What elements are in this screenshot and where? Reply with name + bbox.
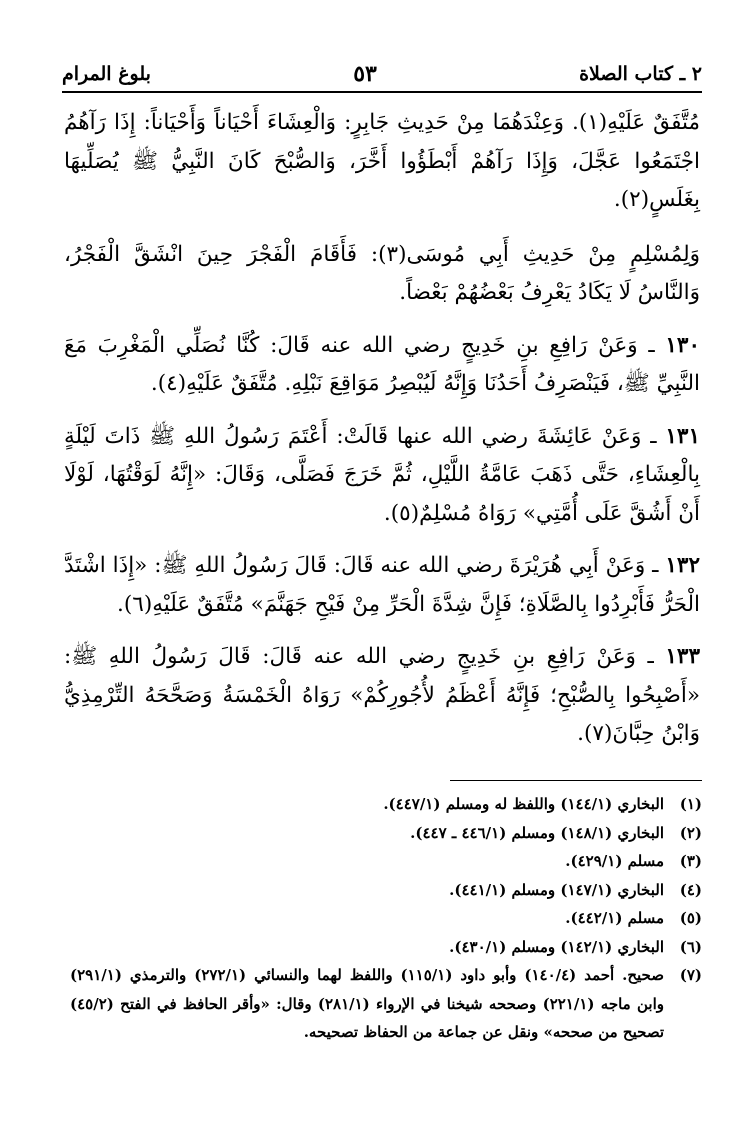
footnote-text: مسلم (٤٤٢/١). (565, 909, 664, 927)
footnote-text: البخاري (١٤٢/١) ومسلم (٤٣٠/١). (449, 937, 664, 956)
hadith-number: ١٣٣ (665, 644, 701, 669)
footnote-rule (450, 780, 702, 781)
footnote-text: البخاري (١٤٨/١) ومسلم (٤٤٦/١ ـ ٤٤٧). (410, 823, 664, 842)
footnote (70, 933, 702, 962)
paragraph-text: مُتَّفَقٌ عَلَيْهِ(١). وَعِنْدَهُمَا مِنْ حَدِيثِ جَابِرٍ: وَالْعِشَاءَ أَحْيَاناً وَأَحْيَاناً: إِذَا رَآهُمُ اجْتَمَعُوا عَجَّلَ، وَإِذَا رَآهُمْ أَبْطَؤُوا أَخَّرَ، وَالصُّبْحَ كَانَ النَّبِيُّ ﷺ يُصَلِّيهَا بِغَلَسٍ(٢). (64, 110, 700, 212)
paragraph-text: وَعَنْ عَائِشَةَ رضي الله عنها قَالَتْ: أَعْتَمَ رَسُولُ اللهِ ﷺ ذَاتَ لَيْلَةٍ بِالْعِشَاءِ، حَتَّى ذَهَبَ عَامَّةُ اللَّيْلِ، ثُمَّ خَرَجَ فَصَلَّى، وَقَالَ: «إِنَّهُ لَوَقْتُهَا، لَوْلَا أَنْ أَشُقَّ عَلَى أُمَّتِي» رَوَاهُ مُسْلِمٌ(٥). (64, 423, 700, 526)
hadith-paragraph: ١٣١ ـ وَعَنْ عَائِشَةَ رضي الله عنها قَالَتْ: أَعْتَمَ رَسُولُ اللهِ ﷺ ذَاتَ لَيْلَةٍ بِالْعِشَاءِ، حَتَّى ذَهَبَ عَامَّةُ اللَّيْلِ، ثُمَّ خَرَجَ فَصَلَّى، وَقَالَ: «إِنَّهُ لَوَقْتُهَا، لَوْلَا أَنْ أَشُقَّ عَلَى أُمَّتِي» رَوَاهُ مُسْلِمٌ(٥). (64, 423, 700, 526)
footnote (70, 961, 702, 1047)
paragraph-text: وَلِمُسْلِمٍ مِنْ حَدِيثِ أَبِي مُوسَى(٣): فَأَقَامَ الْفَجْرَ حِينَ انْشَقَّ الْفَجْرُ، وَالنَّاسُ لَا يَكَادُ يَعْرِفُ بَعْضُهُمْ بَعْضاً. (64, 241, 700, 305)
footnote-text: البخاري (١٤٤/١) واللفظ له ومسلم (٤٤٧/١). (383, 795, 664, 813)
footnote-text: صحيح. أحمد (١٤٠/٤) وأبو داود (١١٥/١) واللفظ لهما والنسائي (٢٧٢/١) والترمذي (٢٩١/١) وابن ماجه (٢٢١/١) وصححه شيخنا في الإرواء (٢٨١/١) وقال: «وأقر الحافظ في الفتح (٤٥/٢) تصحيح من صححه» ونقل عن جماعة من الحفاظ تصحيحه. (70, 966, 665, 1041)
paragraph-text: وَعَنْ رَافِعِ بنِ خَدِيجٍ رضي الله عنه قَالَ: كُنَّا نُصَلِّي الْمَغْرِبَ مَعَ النَّبِيِّ ﷺ، فَيَنْصَرِفُ أَحَدُنَا وَإِنَّهُ لَيُبْصِرُ مَوَاقِعَ نَبْلِهِ. مُتَّفَقٌ عَلَيْهِ(٤). (64, 332, 700, 396)
paragraph (64, 104, 700, 220)
hadith-paragraph: ١٣٣ ـ وَعَنْ رَافِعِ بنِ خَدِيجٍ رضي الله عنه قَالَ: قَالَ رَسُولُ اللهِ ﷺ: «أَصْبِحُوا بِالصُّبْحِ؛ فَإِنَّهُ أَعْظَمُ لأُجُورِكُمْ» رَوَاهُ الْخَمْسَةُ وَصَحَّحَهُ التِّرْمِذِيُّ وَابْنُ حِبَّانَ(٧). (64, 644, 701, 746)
page-number: ٥٣ (353, 61, 377, 87)
footnote-number: (٦) (679, 937, 702, 956)
footnote-number: (١) (679, 795, 702, 813)
hadith-number: ١٣٢ (665, 553, 701, 578)
paragraph-text: وَعَنْ أَبِي هُرَيْرَةَ رضي الله عنه قَالَ: قَالَ رَسُولُ اللهِ ﷺ: «إِذَا اشْتَدَّ الْحَرُّ فَأَبْرِدُوا بِالصَّلَاةِ؛ فَإِنَّ شِدَّةَ الْحَرِّ مِنْ فَيْحِ جَهَنَّمَ» مُتَّفَقٌ عَلَيْهِ(٦). (64, 553, 700, 617)
footnote (70, 819, 702, 848)
hadith-number: ١٣٠ (665, 332, 700, 358)
footnote-number: (٣) (679, 852, 702, 870)
footnote (70, 904, 702, 933)
paragraph-text: وَعَنْ رَافِعِ بنِ خَدِيجٍ رضي الله عنه قَالَ: قَالَ رَسُولُ اللهِ ﷺ: «أَصْبِحُوا بِالصُّبْحِ؛ فَإِنَّهُ أَعْظَمُ لأُجُورِكُمْ» رَوَاهُ الْخَمْسَةُ وَصَحَّحَهُ التِّرْمِذِيُّ وَابْنُ حِبَّانَ(٧). (64, 644, 700, 746)
footnote-number: (٤) (679, 880, 702, 899)
hadith-paragraph: ١٣٢ ـ وَعَنْ أَبِي هُرَيْرَةَ رضي الله عنه قَالَ: قَالَ رَسُولُ اللهِ ﷺ: «إِذَا اشْتَدَّ الْحَرُّ فَأَبْرِدُوا بِالصَّلَاةِ؛ فَإِنَّ شِدَّةَ الْحَرِّ مِنْ فَيْحِ جَهَنَّمَ» مُتَّفَقٌ عَلَيْهِ(٦). (64, 553, 701, 617)
footnote-text: البخاري (١٤٧/١) ومسلم (٤٤١/١). (449, 880, 664, 899)
hadith-paragraph: ١٣٠ ـ وَعَنْ رَافِعِ بنِ خَدِيجٍ رضي الله عنه قَالَ: كُنَّا نُصَلِّي الْمَغْرِبَ مَعَ النَّبِيِّ ﷺ، فَيَنْصَرِفُ أَحَدُنَا وَإِنَّهُ لَيُبْصِرُ مَوَاقِعَ نَبْلِهِ. مُتَّفَقٌ عَلَيْهِ(٤). (64, 332, 700, 396)
chapter-title: ٢ ـ كتاب الصلاة (579, 63, 702, 85)
paragraph (64, 236, 700, 313)
hadith-number: ١٣١ (665, 423, 700, 449)
running-header (62, 58, 702, 90)
footnote-number: (٧) (679, 966, 702, 984)
footnote-number: (٢) (679, 823, 702, 842)
book-title: بلوغ المرام (62, 63, 151, 85)
footnote (70, 847, 702, 876)
footnote (70, 876, 702, 905)
footnotes (70, 790, 702, 1047)
footnote-number: (٥) (679, 909, 702, 927)
main-text (64, 104, 700, 768)
footnote-text: مسلم (٤٢٩/١). (565, 852, 664, 870)
footnote (70, 790, 702, 819)
header-rule (62, 91, 702, 93)
